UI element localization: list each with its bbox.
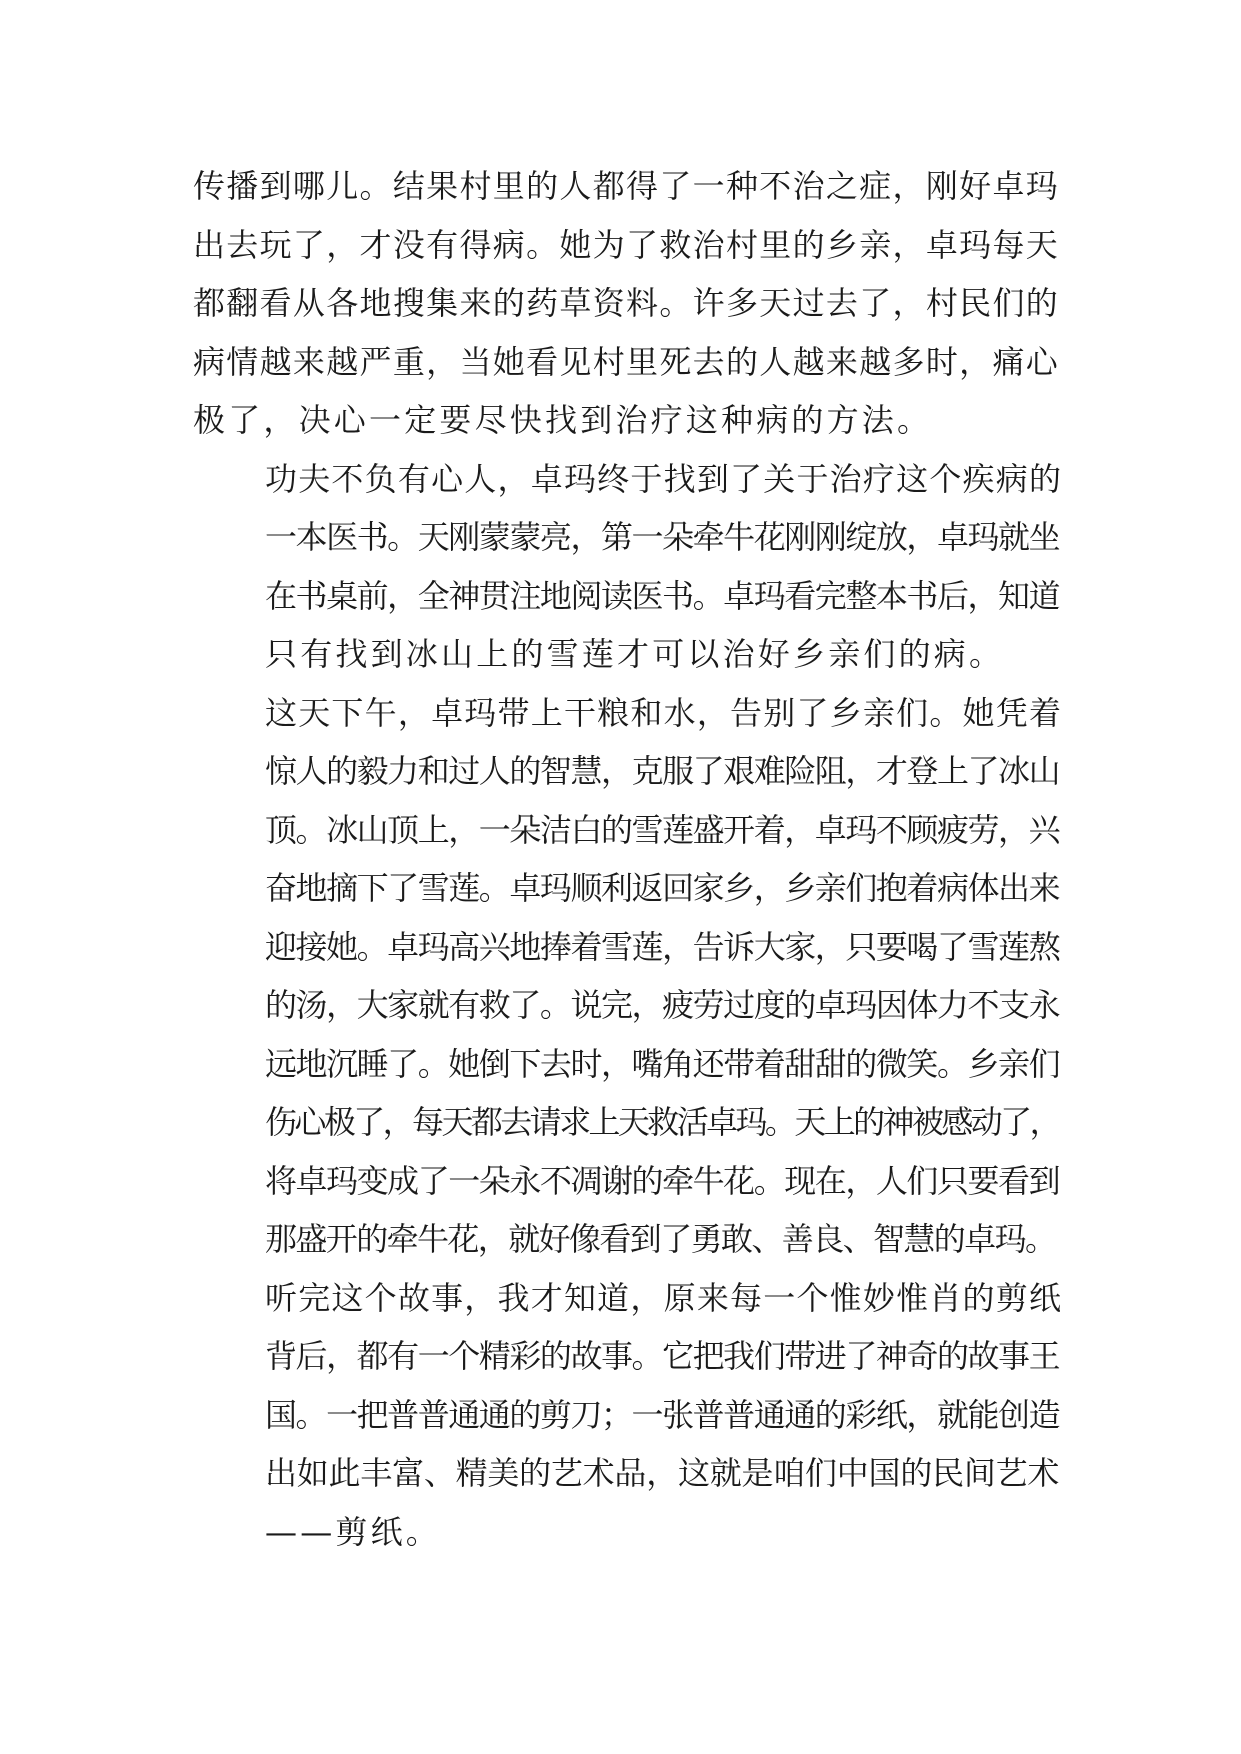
text-line: 背后，都有一个精彩的故事。它把我们带进了神奇的故事王 (265, 1337, 1059, 1375)
text-line: 都翻看从各地搜集来的药草资料。许多天过去了，村民们的 (193, 284, 1059, 322)
text-line: 一本医书。天刚蒙蒙亮，第一朵牵牛花刚刚绽放，卓玛就坐 (265, 518, 1059, 556)
paragraph (193, 1269, 1059, 1562)
text-line: 惊人的毅力和过人的智慧，克服了艰难险阻，才登上了冰山 (265, 752, 1059, 790)
text-line: 的汤，大家就有救了。说完，疲劳过度的卓玛因体力不支永 (265, 986, 1059, 1024)
text-line: 听完这个故事，我才知道，原来每一个惟妙惟肖的剪纸 (265, 1278, 1059, 1317)
text-line: 出如此丰富、精美的艺术品，这就是咱们中国的民间艺术 (265, 1454, 1059, 1492)
paragraph (193, 684, 1059, 1269)
text-line: 奋地摘下了雪莲。卓玛顺利返回家乡，乡亲们抱着病体出来 (265, 869, 1059, 907)
paragraph (193, 450, 1059, 684)
text-line: 伤心极了，每天都去请求上天救活卓玛。天上的神被感动了， (265, 1103, 1059, 1141)
text-line: 出去玩了，才没有得病。她为了救治村里的乡亲，卓玛每天 (193, 225, 1059, 264)
text-line: 病情越来越严重，当她看见村里死去的人越来越多时，痛心 (193, 342, 1059, 381)
text-line: 功夫不负有心人，卓玛终于找到了关于治疗这个疾病的 (265, 459, 1059, 498)
text-line: 传播到哪儿。结果村里的人都得了一种不治之症，刚好卓玛 (193, 167, 1059, 205)
text-line: 迎接她。卓玛高兴地捧着雪莲，告诉大家，只要喝了雪莲熬 (265, 927, 1059, 966)
text-line: 那盛开的牵牛花，就好像看到了勇敢、善良、智慧的卓玛。 (265, 1220, 1056, 1258)
text-line: 将卓玛变成了一朵永不凋谢的牵牛花。现在，人们只要看到 (265, 1161, 1059, 1200)
text-line: 只有找到冰山上的雪莲才可以治好乡亲们的病。 (265, 635, 1005, 673)
text-line: 在书桌前，全神贯注地阅读医书。卓玛看完整本书后，知道 (265, 576, 1059, 615)
body-text (193, 157, 1059, 1561)
text-line: 远地沉睡了。她倒下去时，嘴角还带着甜甜的微笑。乡亲们 (265, 1044, 1059, 1083)
text-line: 国。一把普普通通的剪刀；一张普普通通的彩纸，就能创造 (265, 1395, 1059, 1434)
text-line: 极了，决心一定要尽快找到治疗这种病的方法。 (193, 401, 933, 439)
text-line: ——剪纸。 (265, 1512, 442, 1551)
text-line: 这天下午，卓玛带上干粮和水，告别了乡亲们。她凭着 (265, 693, 1059, 732)
text-line: 顶。冰山顶上，一朵洁白的雪莲盛开着，卓玛不顾疲劳，兴 (265, 810, 1059, 849)
paragraph (193, 157, 1059, 450)
